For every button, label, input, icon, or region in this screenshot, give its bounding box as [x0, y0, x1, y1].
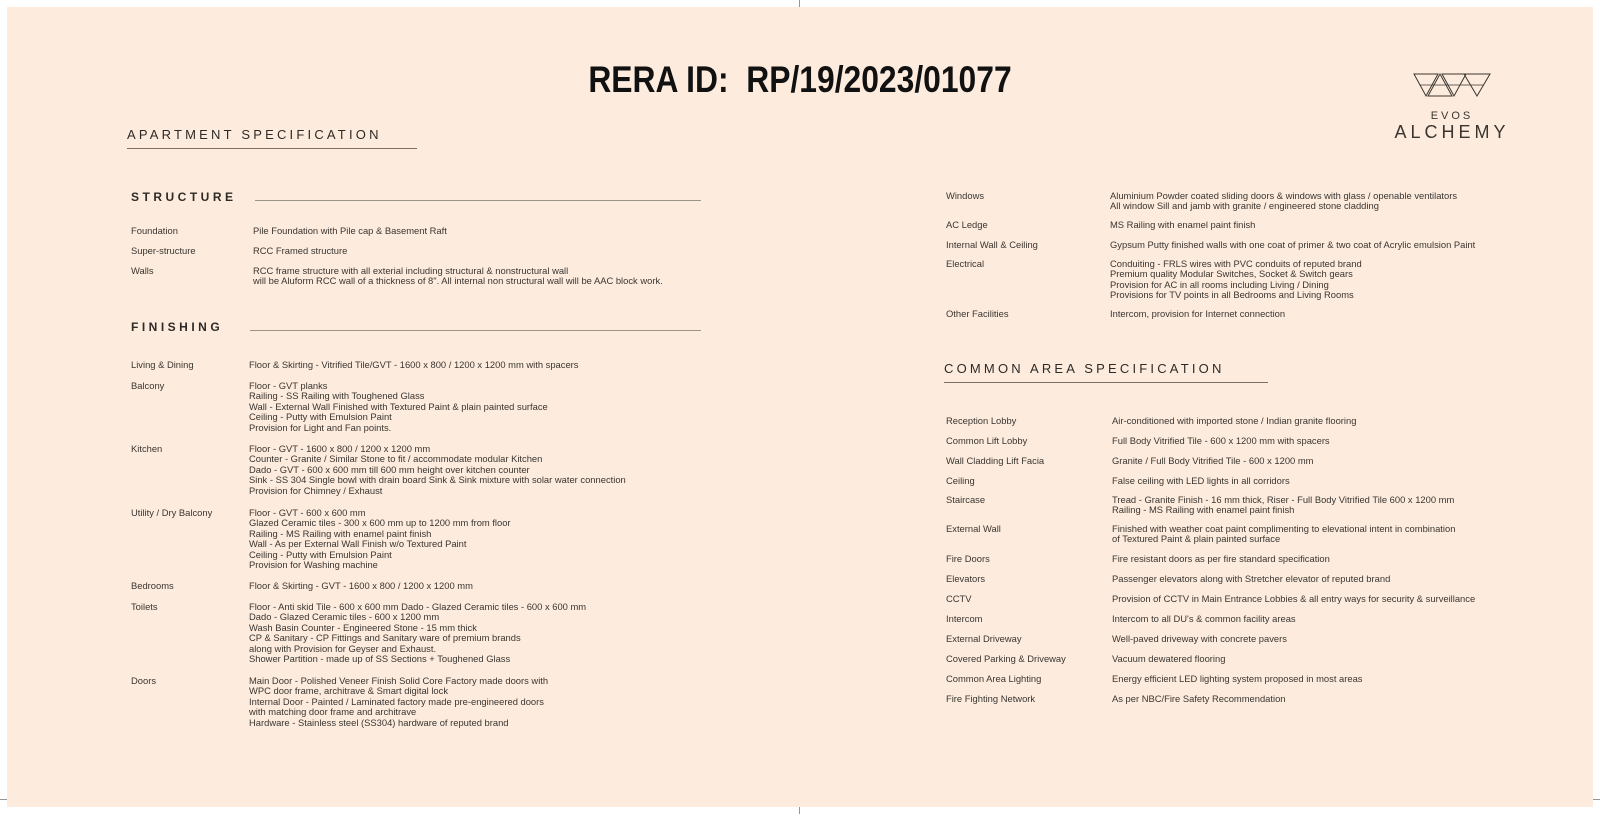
spec-value-line: Full Body Vitrified Tile - 600 x 1200 mm with spacers	[1112, 435, 1330, 446]
spec-value-line: will be Aluform RCC wall of a thickness of 8". All internal non structural wall will be AAC block work.	[253, 275, 663, 287]
spec-value-line: Intercom to all DU's & common facility areas	[1112, 613, 1296, 624]
spec-value-line: Floor & Skirting - Vitrified Tile/GVT - 1600 x 800 / 1200 x 1200 mm with spacers	[249, 359, 579, 370]
spec-value-line: Provisions for TV points in all Bedrooms and Living Rooms	[1110, 289, 1354, 301]
spec-value-line: Dado - GVT - 600 x 600 mm till 600 mm height over kitchen counter	[249, 463, 530, 475]
spec-value-line: along with Provision for Geyser and Exhaust.	[249, 642, 437, 654]
spec-value-line: Provision for Chimney / Exhaust	[249, 484, 383, 496]
spec-label: Reception Lobby	[946, 415, 1017, 426]
spec-value-line: Railing - MS Railing with enamel paint finish	[1112, 504, 1295, 516]
spec-value-line: RCC Framed structure	[253, 245, 348, 256]
spec-value-line: Internal Door - Painted / Laminated factory made pre-engineered doors	[249, 695, 544, 707]
spec-value	[1110, 220, 1255, 230]
spec-label: Common Area Lighting	[946, 673, 1042, 684]
spec-label: Staircase	[946, 494, 986, 505]
spec-value-line: Vacuum dewatered flooring	[1112, 653, 1226, 664]
spec-value-line: As per NBC/Fire Safety Recommendation	[1112, 693, 1286, 704]
spec-label: External Driveway	[946, 633, 1022, 644]
brand-logo	[1377, 67, 1527, 147]
spec-value	[253, 266, 663, 287]
spec-label: Internal Wall & Ceiling	[946, 239, 1038, 250]
spec-value	[249, 508, 511, 570]
spec-value-line: Finished with weather coat paint complimenting to elevational intent in combination	[1112, 523, 1456, 534]
spec-value	[253, 246, 347, 256]
spec-value	[1112, 554, 1330, 564]
common-spec-underline	[944, 382, 1268, 383]
spec-value-line: Well-paved driveway with concrete pavers	[1112, 633, 1287, 644]
spec-value-line: Gypsum Putty finished walls with one coat of primer & two coat of Acrylic emulsion Paint	[1110, 239, 1476, 250]
spec-value	[1112, 436, 1330, 446]
spec-value-line: with matching door frame and architrave	[249, 706, 417, 718]
crop-mark	[0, 799, 7, 800]
spec-value-line: Floor & Skirting - GVT - 1600 x 800 / 1200 x 1200 mm	[249, 580, 473, 591]
spec-value-line: Tread - Granite Finish - 16 mm thick, Riser - Full Body Vitrified Tile 600 x 1200 mm	[1112, 494, 1455, 505]
spec-value	[249, 581, 473, 591]
spec-value	[1112, 476, 1290, 486]
spec-value-line: Provision for Light and Fan points.	[249, 421, 392, 433]
crop-mark	[799, 807, 800, 814]
spec-value-line: MS Railing with enamel paint finish	[1110, 219, 1256, 230]
spec-label: AC Ledge	[946, 219, 988, 230]
spec-value-line: Floor - GVT planks	[249, 380, 328, 391]
spec-label: Walls	[131, 265, 154, 276]
logo-line-1: EVOS	[1430, 110, 1474, 122]
spec-value	[1112, 456, 1313, 466]
spec-value	[1112, 654, 1225, 664]
spec-value-line: Provision for Washing machine	[249, 558, 378, 570]
spec-value-line: Railing - SS Railing with Toughened Glass	[249, 390, 425, 402]
spec-label: Wall Cladding Lift Facia	[946, 455, 1045, 466]
spec-value-line: Granite / Full Body Vitrified Tile - 600 x 1200 mm	[1112, 455, 1314, 466]
spec-value-line: Dado - Glazed Ceramic tiles - 600 x 1200 mm	[249, 611, 440, 623]
common-spec-title: COMMON AREA SPECIFICATION	[944, 361, 1225, 376]
spec-value	[249, 602, 586, 664]
apartment-spec-underline	[127, 148, 417, 149]
spec-value-line: CP & Sanitary - CP Fittings and Sanitary ware of premium brands	[249, 632, 521, 644]
spec-value-line: Wash Basin Counter - Engineered Stone - 15 mm thick	[249, 621, 477, 633]
spec-value-line: Conduiting - FRLS wires with PVC conduits of reputed brand	[1110, 258, 1362, 269]
finishing-rule	[250, 330, 701, 331]
spec-value	[1112, 634, 1287, 644]
spec-value-line: Energy efficient LED lighting system proposed in most areas	[1112, 673, 1363, 684]
spec-value	[1112, 524, 1455, 545]
spec-value-line: Wall - As per External Wall Finish w/o Textured Paint	[249, 538, 467, 550]
spec-value-line: Aluminium Powder coated sliding doors & windows with glass / openable ventilators	[1110, 190, 1458, 201]
spec-value-line: Counter - Granite / Similar Stone to fit / accommodate modular Kitchen	[249, 453, 543, 465]
spec-label: Foundation	[131, 225, 178, 236]
spec-value-line: Hardware - Stainless steel (SS304) hardware of reputed brand	[249, 716, 509, 728]
spec-value-line: RCC frame structure with all exterial including structural & nonstructural wall	[253, 265, 569, 276]
spec-value-line: Wall - External Wall Finished with Textured Paint & plain painted surface	[249, 400, 548, 412]
spec-value-line: Fire resistant doors as per fire standard specification	[1112, 553, 1330, 564]
spec-value-line: Passenger elevators along with Stretcher elevator of reputed brand	[1112, 573, 1391, 584]
spec-label: Windows	[946, 190, 985, 201]
spec-value-line: All window Sill and jamb with granite / engineered stone cladding	[1110, 200, 1379, 212]
spec-value-line: Sink - SS 304 Single bowl with drain board Sink & Sink mixture with solar water connection	[249, 474, 626, 486]
spec-value-line: Provision of CCTV in Main Entrance Lobbies & all entry ways for security & surveillance	[1112, 593, 1476, 604]
spec-value-line: WPC door frame, architrave & Smart digital lock	[249, 685, 449, 697]
spec-label: Utility / Dry Balcony	[131, 507, 213, 518]
spec-label: Living & Dining	[131, 359, 194, 370]
spec-value-line: Ceiling - Putty with Emulsion Paint	[249, 548, 392, 560]
spec-value	[1112, 574, 1390, 584]
spec-value-line: of Textured Paint & plain painted surface	[1112, 533, 1281, 545]
spec-value-line: Main Door - Polished Veneer Finish Solid Core Factory made doors with	[249, 675, 549, 686]
spec-value	[249, 676, 548, 728]
spec-value-line: Floor - GVT - 600 x 600 mm	[249, 507, 366, 518]
spec-value-line: Floor - Anti skid Tile - 600 x 600 mm Dado - Glazed Ceramic tiles - 600 x 600 mm	[249, 601, 587, 612]
triangles-logo-icon	[1412, 72, 1492, 98]
spec-label: External Wall	[946, 523, 1001, 534]
spec-label: Other Facilities	[946, 308, 1009, 319]
spec-value-line: Railing - MS Railing with enamel paint finish	[249, 527, 432, 539]
spec-label: Common Lift Lobby	[946, 435, 1028, 446]
structure-rule	[255, 200, 701, 201]
spec-value-line: Shower Partition - made up of SS Sections + Toughened Glass	[249, 652, 511, 664]
spec-label: CCTV	[946, 593, 972, 604]
spec-label: Electrical	[946, 258, 985, 269]
spec-value	[1112, 694, 1286, 704]
rera-id: RERA ID: RP/19/2023/01077	[588, 59, 1012, 100]
spec-value	[1112, 674, 1362, 684]
spec-label: Doors	[131, 675, 157, 686]
spec-value	[1110, 240, 1475, 250]
spec-value-line: Intercom, provision for Internet connection	[1110, 308, 1286, 319]
spec-value-line: False ceiling with LED lights in all corridors	[1112, 475, 1290, 486]
spec-value-line: Ceiling - Putty with Emulsion Paint	[249, 411, 392, 423]
apartment-spec-title: APARTMENT SPECIFICATION	[127, 127, 382, 142]
spec-label: Toilets	[131, 601, 158, 612]
spec-value-line: Premium quality Modular Switches, Socket & Switch gears	[1110, 268, 1353, 280]
spec-label: Covered Parking & Driveway	[946, 653, 1066, 664]
spec-label: Bedrooms	[131, 580, 174, 591]
spec-value	[1112, 594, 1475, 604]
spec-value-line: Air-conditioned with imported stone / Indian granite flooring	[1112, 415, 1357, 426]
spec-label: Balcony	[131, 380, 165, 391]
finishing-heading: FINISHING	[131, 320, 224, 334]
spec-label: Kitchen	[131, 443, 163, 454]
structure-heading: STRUCTURE	[131, 190, 237, 204]
spec-value	[249, 444, 626, 496]
crop-mark	[799, 0, 800, 7]
spec-value	[1110, 309, 1285, 319]
spec-value-line: Pile Foundation with Pile cap & Basement Raft	[253, 225, 447, 236]
spec-label: Ceiling	[946, 475, 975, 486]
logo-line-2: ALCHEMY	[1394, 122, 1510, 142]
spec-label: Fire Fighting Network	[946, 693, 1036, 704]
spec-value	[253, 226, 447, 236]
spec-label: Intercom	[946, 613, 983, 624]
spec-value	[1112, 416, 1356, 426]
spec-sheet	[7, 7, 1593, 807]
spec-value-line: Provision for AC in all rooms including Living / Dining	[1110, 278, 1329, 290]
spec-value	[1112, 614, 1296, 624]
spec-value	[1112, 495, 1454, 516]
spec-value-line: Glazed Ceramic tiles - 300 x 600 mm up to 1200 mm from floor	[249, 517, 511, 529]
spec-label: Elevators	[946, 573, 986, 584]
spec-value	[1110, 191, 1457, 212]
spec-label: Super-structure	[131, 245, 196, 256]
spec-label: Fire Doors	[946, 553, 990, 564]
spec-value	[249, 360, 578, 370]
spec-value	[249, 381, 548, 433]
spec-value	[1110, 259, 1362, 301]
crop-mark	[1593, 799, 1600, 800]
spec-value-line: Floor - GVT - 1600 x 800 / 1200 x 1200 mm	[249, 443, 431, 454]
